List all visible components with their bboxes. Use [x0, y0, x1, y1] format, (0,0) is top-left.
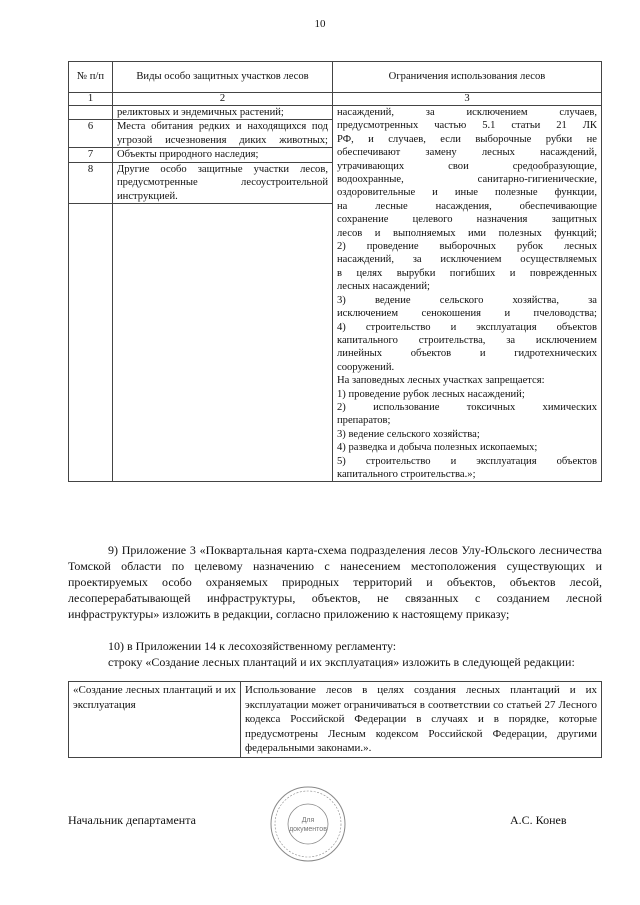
row-num — [69, 106, 113, 120]
restriction-line: На заповедных лесных участках запрещается: — [337, 375, 545, 387]
table-row — [69, 106, 602, 120]
table-header-row — [69, 62, 602, 93]
paragraph-10a — [68, 654, 602, 670]
paragraph-text: 10) в Приложении 14 к лесохозяйственному регламенту: — [108, 639, 397, 653]
restriction-line: предусмотренных частью 5.1 статьи 21 ЛК — [337, 120, 597, 132]
stamp-seal-icon — [268, 784, 348, 864]
signature-title: Начальник департамента — [68, 813, 196, 827]
column-number: 3 — [333, 93, 602, 106]
restriction-line: лесных насаждений; — [337, 281, 430, 293]
restriction-line: насаждений, за исключением осуществляемых — [337, 254, 597, 266]
table-row — [69, 682, 602, 758]
column-number-row — [69, 93, 602, 106]
restriction-line: оздоровительные и иные полезные функции, — [337, 187, 597, 199]
page-number: 10 — [314, 18, 326, 30]
svg-text:Для: Для — [301, 817, 315, 824]
restriction-line: сохранение целевого назначения защитных — [337, 214, 597, 226]
row-type: реликтовых и эндемичных растений; — [113, 106, 333, 120]
restriction-line: обеспечивают замену лесных насаждений, — [337, 147, 597, 159]
signature-name: А.С. Конев — [510, 813, 567, 827]
column-number: 1 — [69, 93, 113, 106]
protective-areas-table — [68, 61, 602, 482]
restriction-line: исключением сенокошения и пчеловодства; — [337, 308, 597, 320]
header-types: Виды особо защитных участков лесов — [113, 62, 333, 93]
restrictions-cell — [333, 106, 602, 482]
restriction-line: на лесные насаждения, обеспечивающие — [337, 200, 597, 212]
restriction-line: сооружений. — [337, 361, 395, 373]
restriction-line: 5) строительство и эксплуатация объектов — [337, 455, 597, 467]
new-row-left: «Создание лесных плантаций и их эксплуатация — [69, 682, 241, 758]
row-num: 6 — [69, 120, 113, 148]
column-number: 2 — [113, 93, 333, 106]
restriction-line: линейных объектов и гидротехнических — [337, 348, 597, 360]
restriction-line: водоохранные, санитарно-гигиенические, — [337, 174, 597, 186]
new-row-right: Использование лесов в целях создания лесных плантаций и их эксплуатации может ограничиваться в соответствии со статьей 27 Лесного кодекса Российской Федерации в случаях и в порядке, которые предусмотрены Лесным кодексом Российской Федерации, другими федеральными законами.». — [241, 682, 602, 758]
restriction-line: 1) проведение рубок лесных насаждений; — [337, 388, 525, 400]
restriction-line: РФ, и случаев, если выборочные рубки не — [337, 133, 597, 145]
restriction-line: капитального строительства.»; — [337, 468, 476, 480]
restriction-line: лесов и выполняемых ими полезных функций; — [337, 227, 597, 239]
row-num: 7 — [69, 148, 113, 162]
header-num: № п/п — [69, 62, 113, 93]
restriction-line: утрачивающих свои средообразующие, — [337, 160, 597, 172]
paragraph-text: строку «Создание лесных плантаций и их эксплуатация» изложить в следующей редакции: — [108, 655, 575, 669]
header-restrictions: Ограничения использования лесов — [333, 62, 602, 93]
row-type: Объекты природного наследия; — [113, 148, 333, 162]
restriction-line: 4) разведка и добыча полезных ископаемых; — [337, 442, 538, 454]
restriction-line: насаждений, за исключением случаев, — [337, 107, 597, 118]
restriction-line: 3) ведение сельского хозяйства, за — [337, 294, 597, 306]
restriction-line: 4) строительство и эксплуатация объектов — [337, 321, 597, 333]
row-num: 8 — [69, 162, 113, 203]
restriction-line: в целях вырубки погибших и поврежденных — [337, 267, 597, 279]
row-type: Места обитания редких и находящихся под угрозой исчезновения диких животных; — [113, 120, 333, 148]
restriction-line: 2) использование токсичных химических — [337, 401, 597, 413]
restriction-line: препаратов; — [337, 415, 391, 427]
empty-cell — [113, 204, 333, 482]
empty-cell — [69, 204, 113, 482]
paragraph-10 — [68, 638, 602, 654]
paragraph-9 — [68, 542, 602, 622]
new-row-table — [68, 681, 602, 758]
row-type: Другие особо защитные участки лесов, предусмотренные лесоустроительной инструкцией. — [113, 162, 333, 203]
restriction-line: капитального строительства, за исключением — [337, 334, 597, 346]
paragraph-text: 9) Приложение 3 «Поквартальная карта-схема подразделения лесов Улу-Юльского лесничества Томской области по целевому назначению с нанесением местоположения существующих и проектируемых особо охраняемых природных территорий и объектов, объектов лесой, лесоперерабатывающей инфраструктуры, объектов, не связанных с созданием лесной инфраструктуры» изложить в редакции, согласно приложению к настоящему приказу; — [68, 543, 602, 621]
svg-text:документов: документов — [289, 826, 327, 833]
restriction-line: 2) проведение выборочных рубок лесных — [337, 241, 597, 253]
restriction-line: 3) ведение сельского хозяйства; — [337, 428, 480, 440]
